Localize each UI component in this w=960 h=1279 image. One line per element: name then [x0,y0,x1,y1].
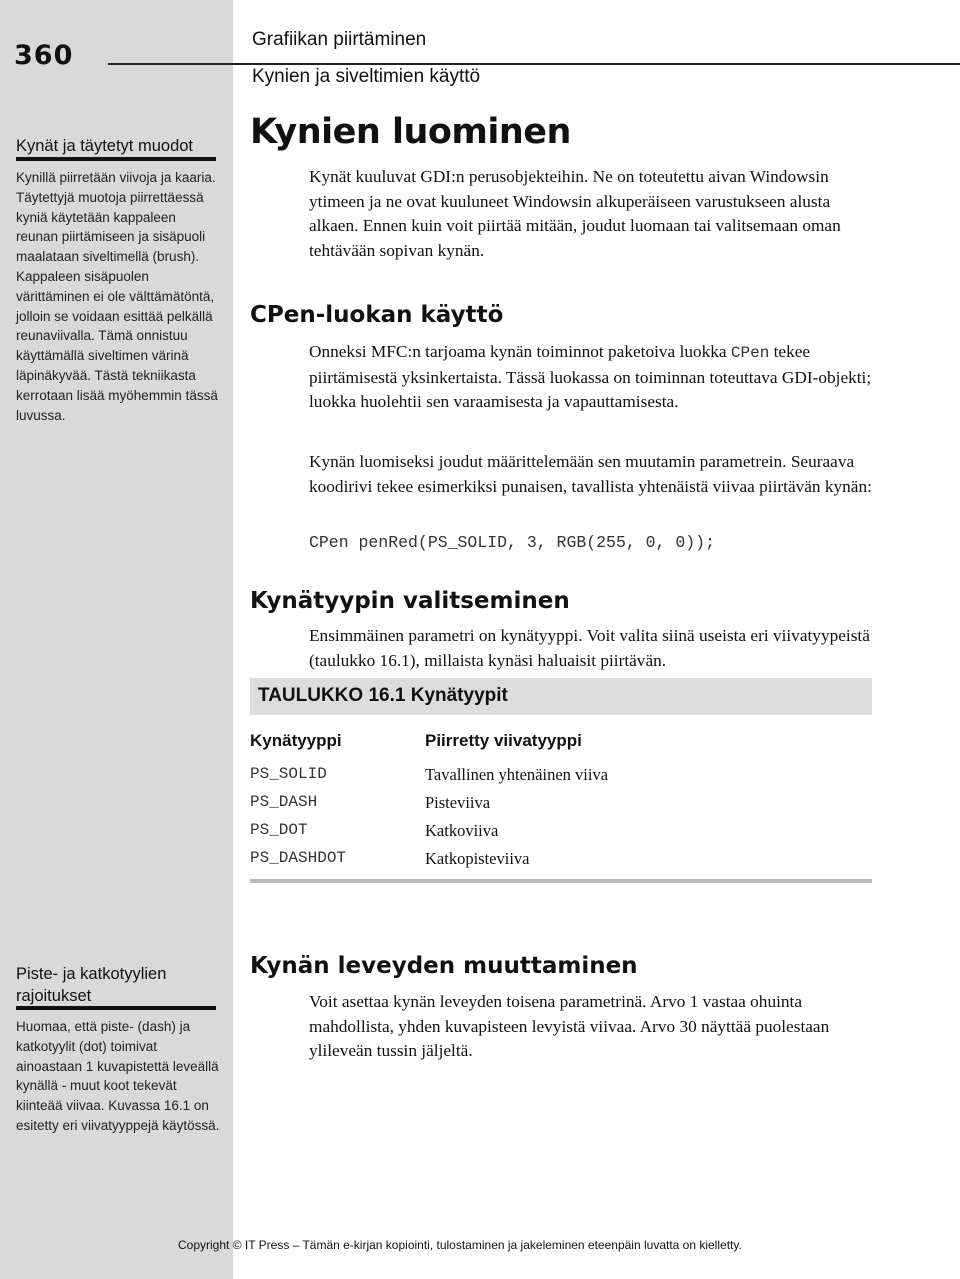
sidebar-note-body: Huomaa, että piste- (dash) ja katkotyylit (dot) toimivat ainoastaan 1 kuvapistettä leveällä kynällä - muut koot tekevät kiinteää viivaa. Kuvassa 16.1 on esitetty eri viivatyyppejä käytössä. [16,1019,220,1133]
sidebar-note-title: Kynät ja täytetyt muodot [16,137,194,155]
section-title-pen-type: Kynätyypin valitseminen [250,588,570,614]
cpen-paragraph-1: Onneksi MFC:n tarjoama kynän toiminnot paketoiva luokka CPen tekee piirtämisestä yksinkertaista. Tässä luokassa on toiminnan toteuttava GDI-objekti; luokka huolehtii sen varaamisesta ja vapauttamisesta. [309,342,872,411]
table-row [250,765,872,793]
sidebar [0,0,233,1279]
table-cell-desc: Tavallinen yhtenäinen viiva [425,765,609,784]
table-cell-desc: Katkoviiva [425,821,499,840]
table-row [250,849,872,877]
copyright-footer: Copyright © IT Press – Tämän e-kirjan kopiointi, tulostaminen ja jakeleminen eteenpäin luvatta on kielletty. [178,1238,742,1252]
inline-code: CPen [730,344,770,362]
sidebar-note-rule [16,157,216,161]
intro-paragraph: Kynät kuuluvat GDI:n perusobjekteihin. Ne on toteutettu aivan Windowsin ytimeen ja ne ovat kuuluneet Windowsin alkuperäiseen varustukseen alusta alkaen. Ennen kuin voit piirtää mitään, joudut luomaan tai valitsemaan oman tehtävään sopivan kynän. [309,167,841,260]
section-title-cpen: CPen-luokan käyttö [250,302,504,328]
sidebar-note-title: Piste- ja katkotyylien rajoitukset [16,965,167,1005]
pen-type-paragraph: Ensimmäinen parametri on kynätyyppi. Voit valita siinä useista eri viivatyypeistä (taulukko 16.1), millaista kynäsi haluaisit piirtävän. [309,626,870,670]
sidebar-note-rule [16,1006,216,1010]
code-example: CPen penRed(PS_SOLID, 3, RGB(255, 0, 0)); [309,533,715,552]
table-cell-code: PS_DASH [250,793,318,811]
table-cell-code: PS_DASHDOT [250,849,347,867]
table-caption [250,678,872,715]
running-head-chapter: Grafiikan piirtäminen [252,29,427,50]
running-head-section: Kynien ja siveltimien käyttö [252,66,481,87]
table-bottom-rule [250,879,872,883]
section-title-pen-width: Kynän leveyden muuttaminen [250,953,638,979]
table-cell-desc: Pisteviiva [425,793,491,812]
page-number: 360 [14,40,74,71]
table-column-header: Kynätyyppi [250,731,342,750]
table-row [250,821,872,849]
sidebar-note-body: Kynillä piirretään viivoja ja kaaria. Täytettyjä muotoja piirrettäessä kyniä käytetään kappaleen reunan piirtämiseen ja sisäpuoli maalataan siveltimellä (brush). Kappaleen sisäpuolen värittäminen ei ole välttämätöntä, jolloin se voidaan esittää pelkällä reunaviivalla. Tämä onnistuu käyttämällä siveltimen värinä läpinäkyvää. Tästä tekniikasta kerrotaan lisää myöhemmin tässä luvussa. [16,170,218,423]
table-label: TAULUKKO 16.1 Kynätyypit [258,685,508,706]
pen-width-paragraph: Voit asettaa kynän leveyden toisena parametrinä. Arvo 1 vastaa ohuinta mahdollista, yhden kuvapisteen levyistä viivaa. Arvo 30 näyttää puolestaan ylileveän tussin jäljeltä. [309,992,830,1060]
chapter-title: Kynien luominen [250,112,571,152]
cpen-paragraph-2: Kynän luomiseksi joudut määrittelemään sen muutamin parametrein. Seuraava koodirivi tekee esimerkiksi punaisen, tavallista yhtenäistä viivaa piirtävän kynän: [309,452,872,496]
table-column-header: Piirretty viivatyyppi [425,731,582,750]
table-cell-desc: Katkopisteviiva [425,849,530,868]
table-cell-code: PS_SOLID [250,765,327,783]
table-cell-code: PS_DOT [250,821,308,839]
table-row [250,793,872,821]
header-rule [108,63,960,65]
